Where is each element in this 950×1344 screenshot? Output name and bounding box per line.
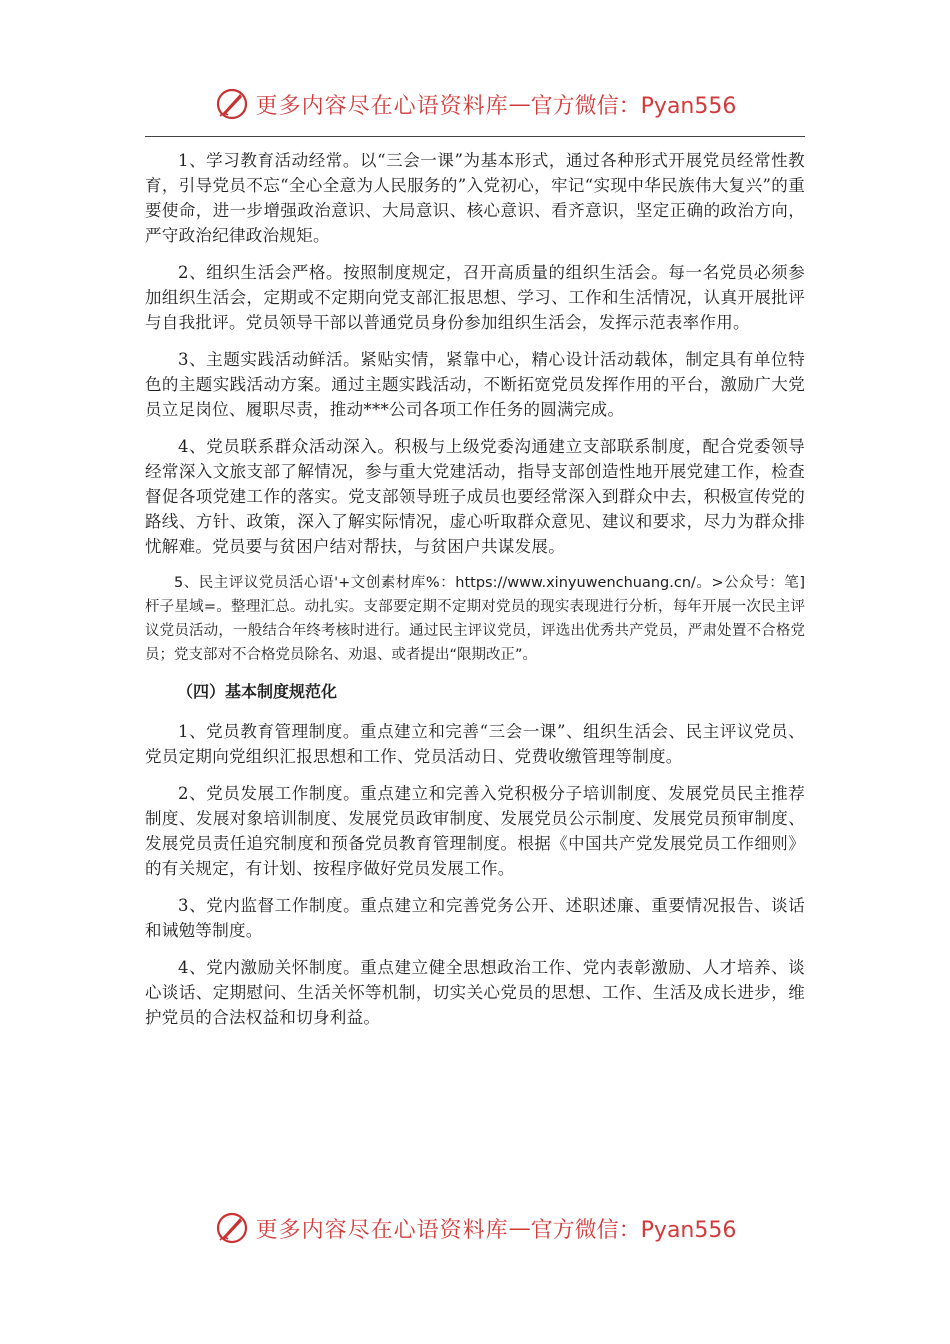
paragraph: 1、党员教育管理制度。重点建立和完善“三会一课”、组织生活会、民主评议党员、党员定期向党组织汇报思想和工作、党员活动日、党费收缴管理等制度。: [145, 722, 805, 766]
paragraph-5: 5、民主评议党员活心语'+文创素材库%：https://www.xinyuwenchuang.cn/。>公众号：笔]杆子星域=。整理汇总。动扎实。支部要定期不定期对党员的现实表现进行分析，每年开展一次民主评议党员活动，一般结合年终考核时进行。通过民主评议党员，评选出优秀共产党员，严肃处置不合格党员；党支部对不合格党员除名、劝退、或者提出“限期改正”。: [145, 575, 805, 663]
banner-brand: 更多内容尽在心语资料库: [255, 93, 509, 119]
quill-pen-logo-icon: [214, 1210, 250, 1246]
paragraph: 4、党员联系群众活动深入。积极与上级党委沟通建立支部联系制度，配合党委领导经常深入文旅支部了解情况，参与重大党建活动，指导支部创造性地开展党建工作，检查督促各项党建工作的落实。党支部领导班子成员也要经常深入到群众中去，积极宣传党的路线、方针、政策，深入了解实际情况，虚心听取群众意见、建议和要求，尽力为群众排忧解难。党员要与贫困户结对帮扶，与贫困户共谋发展。: [145, 437, 805, 556]
banner-brand: 更多内容尽在心语资料库: [255, 1217, 509, 1243]
paragraph: 1、学习教育活动经常。以“三会一课”为基本形式，通过各种形式开展党员经常性教育，引导党员不忘“全心全意为人民服务的”入党初心，牢记“实现中华民族伟大复兴”的重要使命，进一步增强政治意识、大局意识、核心意识、看齐意识，坚定正确的政治方向，严守政治纪律政治规矩。: [145, 151, 805, 245]
paragraph: 3、主题实践活动鲜活。紧贴实情，紧靠中心，精心设计活动载体，制定具有单位特色的主题实践活动方案。通过主题实践活动，不断拓宽党员发挥作用的平台，激励广大党员立足岗位、履职尽责，推动***公司各项工作任务的圆满完成。: [145, 350, 805, 419]
paragraph: 2、党员发展工作制度。重点建立和完善入党积极分子培训制度、发展党员民主推荐制度、发展对象培训制度、发展党员政审制度、发展党员公示制度、发展党员预审制度、发展党员责任追究制度和预备党员教育管理制度。根据《中国共产党发展党员工作细则》的有关规定，有计划、按程序做好党员发展工作。: [145, 784, 805, 878]
quill-pen-logo-icon: [214, 86, 250, 122]
document-body: [145, 148, 805, 1042]
paragraph: 3、党内监督工作制度。重点建立和完善党务公开、述职述廉、重要情况报告、谈话和诫勉等制度。: [145, 896, 805, 940]
paragraph: 2、组织生活会严格。按照制度规定，召开高质量的组织生活会。每一名党员必须参加组织生活会，定期或不定期向党支部汇报思想、学习、工作和生活情况，认真开展批评与自我批评。党员领导干部以普通党员身份参加组织生活会，发挥示范表率作用。: [145, 263, 805, 332]
section-heading: （四）基本制度规范化: [177, 682, 338, 701]
banner-wechat: 官方微信：Pyan556: [530, 93, 737, 119]
paragraph: 4、党内激励关怀制度。重点建立健全思想政治工作、党内表彰激励、人才培养、谈心谈话、定期慰问、生活关怀等机制，切实关心党员的思想、工作、生活及成长进步，维护党员的合法权益和切身利益。: [145, 958, 805, 1027]
banner-separator: —: [508, 1215, 531, 1241]
header-divider: [145, 136, 805, 137]
header-banner: [0, 84, 950, 124]
banner-wechat: 官方微信：Pyan556: [530, 1217, 737, 1243]
banner-separator: —: [508, 91, 531, 117]
footer-banner: [0, 1208, 950, 1248]
